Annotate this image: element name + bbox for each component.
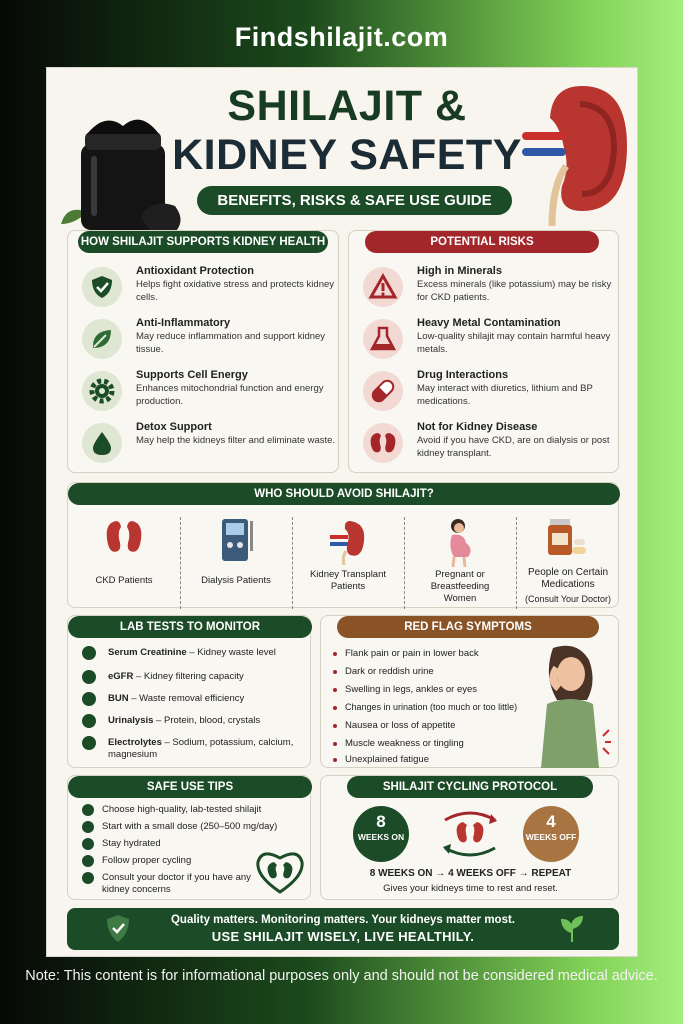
bullet-dot bbox=[333, 724, 337, 728]
lab-test-desc: – Sodium, potassium, calcium, magnesium bbox=[108, 737, 294, 760]
drop-icon bbox=[82, 423, 122, 463]
lab-test-desc: – Kidney filtering capacity bbox=[133, 671, 244, 682]
bullet-dot bbox=[333, 652, 337, 656]
title-line-2: KIDNEY SAFETY bbox=[172, 131, 522, 179]
check-icon bbox=[82, 804, 94, 816]
avoid-group-sublabel: (Consult Your Doctor) bbox=[524, 594, 612, 604]
lab-test-item bbox=[82, 736, 322, 764]
supports-item bbox=[68, 317, 338, 367]
site-title: Findshilajit.com bbox=[234, 22, 449, 52]
cycling-desc: Gives your kidneys time to rest and reset. bbox=[383, 883, 558, 894]
poster-subtitle: BENEFITS, RISKS & SAFE USE GUIDE bbox=[197, 186, 512, 215]
bullet-dot bbox=[333, 670, 337, 674]
avoid-group bbox=[292, 517, 404, 609]
avoid-group bbox=[180, 517, 292, 609]
kidney-illustration bbox=[522, 76, 632, 226]
supports-item-title: Anti-Inflammatory bbox=[136, 317, 231, 329]
cycling-rule: 8 WEEKS ON → 4 WEEKS OFF → REPEAT bbox=[369, 868, 572, 879]
bullet-dot bbox=[333, 706, 337, 710]
labs-header: LAB TESTS TO MONITOR bbox=[68, 616, 312, 638]
weeks-on-unit: WEEKS ON bbox=[357, 832, 405, 842]
poster-title bbox=[167, 82, 527, 180]
lab-test-item bbox=[82, 692, 322, 710]
symptom-text: Dark or reddish urine bbox=[345, 666, 434, 677]
supports-item-desc: Enhances mitochondrial function and energy production. bbox=[136, 383, 324, 407]
lab-test-name: Electrolytes bbox=[108, 737, 162, 748]
symptom-text: Swelling in legs, ankles or eyes bbox=[345, 684, 478, 695]
leaf-icon bbox=[559, 914, 585, 944]
lab-test-icon bbox=[82, 670, 96, 684]
lab-test-desc: – Kidney waste level bbox=[186, 647, 276, 658]
gear-icon bbox=[82, 371, 122, 411]
symptom-text: Nausea or loss of appetite bbox=[345, 720, 456, 731]
bullet-dot bbox=[333, 742, 337, 746]
cycle-kidney-icon bbox=[427, 806, 513, 862]
tip-text: Consult your doctor if you have any kidney concerns bbox=[102, 872, 251, 895]
supports-item bbox=[68, 421, 338, 471]
risks-item-title: Heavy Metal Contamination bbox=[417, 317, 561, 329]
tip-text: Stay hydrated bbox=[102, 838, 161, 849]
footer-line-2: USE SHILAJIT WISELY, LIVE HEALTHILY. bbox=[211, 929, 475, 944]
symptom-text: Unexplained fatigue bbox=[345, 754, 429, 765]
risks-item bbox=[349, 317, 619, 367]
check-icon bbox=[82, 855, 94, 867]
risks-item-title: Not for Kidney Disease bbox=[417, 421, 538, 433]
avoid-group bbox=[404, 517, 516, 609]
medicine-bottle-icon bbox=[546, 517, 586, 561]
lab-test-item bbox=[82, 670, 322, 688]
footer-line-1: Quality matters. Monitoring matters. Your kidneys matter most. bbox=[170, 914, 515, 926]
avoid-group bbox=[516, 517, 620, 609]
lab-test-icon bbox=[82, 714, 96, 728]
pregnant-woman-icon bbox=[440, 517, 480, 567]
avoid-group-label: People on Certain Medications bbox=[527, 567, 609, 590]
risks-item-desc: Excess minerals (like potassium) may be risky for CKD patients. bbox=[417, 279, 612, 303]
flags-panel bbox=[320, 615, 619, 768]
lab-test-icon bbox=[82, 692, 96, 706]
lab-test-name: Urinalysis bbox=[108, 715, 154, 726]
kidney-icon bbox=[363, 423, 403, 463]
symptom-text: Muscle weakness or tingling bbox=[345, 738, 464, 749]
symptom-text: Flank pain or pain in lower back bbox=[345, 648, 479, 659]
risks-item-title: High in Minerals bbox=[417, 265, 502, 277]
dialysis-machine-icon bbox=[216, 517, 256, 565]
tips-panel bbox=[67, 775, 311, 900]
weeks-off-unit: WEEKS OFF bbox=[525, 832, 577, 842]
lab-test-name: Serum Creatinine bbox=[108, 647, 187, 658]
flask-icon bbox=[363, 319, 403, 359]
infographic-poster bbox=[46, 67, 638, 957]
lab-test-item bbox=[82, 646, 322, 664]
heart-kidney-icon bbox=[254, 846, 306, 896]
avoid-group-label: Pregnant or Breastfeeding Women bbox=[430, 569, 490, 604]
title-line-1: SHILAJIT & bbox=[227, 82, 467, 130]
leaf-icon bbox=[82, 319, 122, 359]
supports-item-title: Supports Cell Energy bbox=[136, 369, 248, 381]
bullet-dot bbox=[333, 758, 337, 762]
cycling-panel bbox=[320, 775, 619, 900]
symptom-text: Changes in urination (too much or too little) bbox=[345, 702, 518, 712]
supports-item-desc: May reduce inflammation and support kidney tissue. bbox=[136, 331, 326, 355]
labs-panel bbox=[67, 615, 311, 768]
risks-item-desc: Low-quality shilajit may contain harmful heavy metals. bbox=[417, 331, 611, 355]
avoid-group-label: Kidney Transplant Patients bbox=[309, 569, 387, 592]
risks-item bbox=[349, 421, 619, 471]
warning-icon bbox=[363, 267, 403, 307]
disclaimer-note: Note: This content is for informational purposes only and should not be considered medical advice. bbox=[25, 968, 658, 984]
kidney-icon bbox=[104, 517, 144, 561]
footer-banner bbox=[67, 908, 619, 950]
risks-item-title: Drug Interactions bbox=[417, 369, 509, 381]
risks-item-desc: Avoid if you have CKD, are on dialysis or post kidney transplant. bbox=[417, 435, 610, 459]
pill-icon bbox=[363, 371, 403, 411]
risks-panel bbox=[348, 230, 619, 473]
tip-text: Start with a small dose (250–500 mg/day) bbox=[102, 821, 278, 832]
supports-item bbox=[68, 369, 338, 419]
lab-test-desc: – Protein, blood, crystals bbox=[153, 715, 261, 726]
avoid-header: WHO SHOULD AVOID SHILAJIT? bbox=[68, 483, 620, 505]
tips-header: SAFE USE TIPS bbox=[68, 776, 312, 798]
supports-item-desc: May help the kidneys filter and eliminate waste. bbox=[136, 435, 336, 446]
supports-panel bbox=[67, 230, 339, 473]
risks-item bbox=[349, 265, 619, 315]
check-icon bbox=[82, 838, 94, 850]
lab-test-icon bbox=[82, 736, 96, 750]
supports-header: HOW SHILAJIT SUPPORTS KIDNEY HEALTH bbox=[78, 231, 328, 253]
kidney-transplant-icon bbox=[328, 517, 368, 565]
tip-text: Choose high-quality, lab-tested shilajit bbox=[102, 804, 262, 815]
tip-text: Follow proper cycling bbox=[102, 855, 192, 866]
shield-check-icon bbox=[82, 267, 122, 307]
lab-test-item bbox=[82, 714, 322, 732]
avoid-group-label: CKD Patients bbox=[95, 575, 153, 586]
supports-item bbox=[68, 265, 338, 315]
avoid-group-label: Dialysis Patients bbox=[201, 575, 271, 586]
cycling-header: SHILAJIT CYCLING PROTOCOL bbox=[347, 776, 593, 798]
risks-item-desc: May interact with diuretics, lithium and BP medications. bbox=[417, 383, 593, 407]
flags-header: RED FLAG SYMPTOMS bbox=[337, 616, 599, 638]
check-icon bbox=[82, 872, 94, 884]
lab-test-name: BUN bbox=[108, 693, 129, 704]
risks-header: POTENTIAL RISKS bbox=[365, 231, 599, 253]
lab-test-desc: – Waste removal efficiency bbox=[128, 693, 245, 704]
check-icon bbox=[82, 821, 94, 833]
weeks-off-number: 4 bbox=[546, 812, 556, 831]
bullet-dot bbox=[333, 688, 337, 692]
risks-item bbox=[349, 369, 619, 419]
supports-item-title: Antioxidant Protection bbox=[136, 265, 254, 277]
weeks-on-number: 8 bbox=[376, 812, 386, 831]
avoid-group bbox=[68, 517, 180, 609]
supports-item-desc: Helps fight oxidative stress and protects kidney cells. bbox=[136, 279, 335, 303]
woman-in-pain-illustration bbox=[527, 642, 613, 768]
lab-test-icon bbox=[82, 646, 96, 660]
lab-test-name: eGFR bbox=[108, 671, 134, 682]
avoid-panel bbox=[67, 482, 619, 608]
weeks-off-circle bbox=[523, 806, 579, 862]
weeks-on-circle bbox=[353, 806, 409, 862]
supports-item-title: Detox Support bbox=[136, 421, 212, 433]
